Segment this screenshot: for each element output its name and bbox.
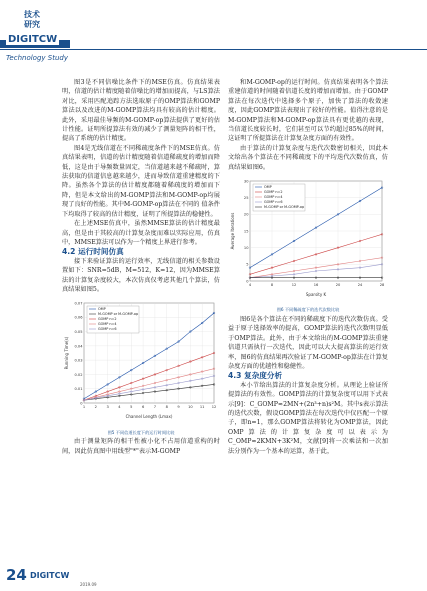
x-tick-label: 4 (118, 405, 121, 410)
x-tick-label: 2 (94, 405, 97, 410)
category-zh-line1: 技术 (24, 10, 40, 19)
x-tick-label: 3 (106, 405, 109, 410)
legend-entry: GOMP n=4 (98, 322, 117, 327)
x-tick-label: 7 (153, 405, 157, 410)
paragraph: 本小节给出算法的计算复杂度分析。从理论上验证所提算法的有效性。GOMP算法的计算复杂度可以用下式表示[9]：C_GOMP≈2MN+(2n³+n)s²M。其中s表示算法的迭代次数，假设GOMP算法在每次迭代中仅匹配一个原子，即n=1，那么GOMP算法将转化为OMP算法，因此OMP算法的计算复杂度可以表示为C_OMP≈2KMN+3K²M，文献[9]将一次乘法和一次加法分别作为一个基本的运算，基于此， (228, 381, 388, 455)
y-axis-label: Running Time(s) (64, 337, 69, 370)
header-logo: DIGITCW (8, 34, 58, 45)
x-tick-label: 20 (335, 283, 341, 288)
x-tick-label: 8 (270, 283, 274, 288)
figure-caption: 图6 不同稀疏度下的迭代次数比较 (276, 307, 340, 313)
category-zh-line2: 研究 (24, 20, 40, 29)
y-tick-label: 0 (246, 279, 249, 284)
x-tick-label: 16 (313, 283, 319, 288)
paragraph: 图6是各个算法在不同的稀疏度下的迭代次数仿真。受益于原子选择效率的提高，GOMP算法的迭代次数明显低于OMP算法。此外，由于本文给出的M-GOMP算法重建信道只需执行一次迭代，因此可以大大提高算法的运行效率，图6的仿真结果再次验证了M-GOMP-op算法在计算复杂度方面的优越性和稳健性。 (228, 315, 388, 370)
legend-entry: GOMP n=4 (264, 195, 283, 200)
y-tick-label: 0.05 (74, 330, 83, 335)
x-tick-label: 12 (291, 283, 297, 288)
legend-entry: GOMP n=6 (98, 327, 117, 332)
y-tick-label: 10 (243, 246, 249, 251)
y-tick-label: 0.07 (74, 301, 83, 306)
legend-entry: OMP (264, 185, 272, 190)
paragraph: 和M-GOMP-op的运行时间。仿真结果表明各个算法重建信道的时间随着信道长度的增加而增加。由于GOMP算法在每次迭代中选择多个原子，加快了算法的收敛速度，因此GOMP算法表现出了较好的性能。值得注意的是M-GOMP算法和M-GOMP-op算法具有更优越的表现，当信道长度较长时，它们甚至可以节约超过85%的时间，这证明了所提算法在计算复杂度方面的有效性。 (228, 79, 388, 143)
x-tick-label: 4 (248, 283, 252, 288)
paragraph: 图3是不同信噪比条件下的MSE仿真。仿真结果表明，信道的估计精度随着信噪比的增加而提高，与LS算法对比，采用匹配追踪方法选取原子的OMP算法和GOMP算法以及改进的M-GOMP算法均具有较高的估计精度。此外，采用最佳导频的M-GOMP-op算法提供了更好的估计性能。证明所提算法有效的减少了测量矩阵的相干性，提高了系统的估计精度。 (62, 79, 220, 143)
section-category-en: Technology Study (6, 54, 68, 62)
x-tick-label: 10 (188, 405, 193, 410)
y-tick-label: 0.02 (74, 373, 83, 378)
x-tick-label: 24 (357, 283, 363, 288)
x-tick-label: 5 (130, 405, 133, 410)
y-tick-label: 0.04 (74, 344, 83, 349)
y-tick-label: 0.01 (74, 387, 83, 392)
page-number: 24 (6, 566, 27, 584)
iterations-chart (228, 175, 388, 299)
left-column (62, 78, 220, 456)
paragraph: 在上述MSE仿真中，虽然MMSE算法的估计精度最高，但是由于其较高的计算复杂度而难以实际应用，仿真中，MMSE算法可以作为一个精度上界进行参考。 (62, 220, 220, 246)
x-tick-label: 8 (165, 405, 168, 410)
x-tick-label: 28 (379, 283, 385, 288)
y-tick-label: 20 (243, 212, 249, 217)
y-tick-label: 25 (243, 196, 249, 201)
x-tick-label: 12 (211, 405, 217, 410)
paragraph: 接下来验证算法的运行效率，无线信道的相关参数设置如下：SNR=5dB，M=512，K=12，因为MMSE算法的计算复杂度较大，本次仿真仅考虑其他几个算法，仿真结果如图5。 (62, 257, 220, 293)
legend-entry: GOMP n=2 (98, 317, 117, 322)
x-tick-label: 9 (177, 405, 180, 410)
x-tick-label: 6 (141, 405, 145, 410)
x-tick-label: 1 (82, 405, 86, 410)
legend-entry: M-GOMP or M-GOMP-op (98, 312, 139, 317)
footer-date: 2019.09 (80, 582, 97, 587)
y-tick-label: 0 (80, 401, 83, 406)
page-header (0, 0, 427, 62)
x-axis-label: Sparsity K (305, 292, 327, 298)
legend-entry: GOMP n=2 (264, 190, 283, 195)
legend-entry: OMP (98, 307, 106, 312)
y-axis-label: Average Iterations (230, 212, 235, 250)
x-tick-label: 11 (199, 405, 205, 410)
footer-brand: DIGITCW (30, 571, 70, 580)
paragraph: 由于测量矩阵的相干性被小化不占用信道重构的时间，因此仿真图中用线型"*"表示M-GOMP (62, 438, 220, 455)
figure-caption: 图5 不同信道长度下的运行时间比较 (107, 429, 175, 435)
legend-entry: M-GOMP or M-GOMP-op (264, 205, 305, 210)
paragraph: 图4是无线信道在不同稀疏度条件下的MSE仿真。仿真结果表明，信道的估计精度随着信道稀疏度的增加而降低，这是由于导频数量固定，当信道越来越不稀疏时，算法获取的信道信息越来越少，进而导致信道重建精度的下降。虽然各个算法的估计精度都随着稀疏度的增加而下降，但是本文给出的M-GOMP算法和M-GOMP-op均展现了良好的性能。其中M-GOMP-op算法在不同的 值条件下均取得了较高的估计精度，证明了所提算法的稳健性。 (62, 144, 220, 218)
y-tick-label: 5 (246, 262, 249, 267)
legend-entry: GOMP n=6 (264, 200, 283, 205)
section-heading: 4.3 复杂度分析 (228, 371, 283, 381)
figure-5 (62, 297, 220, 424)
y-tick-label: 0.03 (74, 358, 83, 363)
right-column (228, 78, 388, 456)
paragraph: 由于算法的计算复杂度与迭代次数密切相关，因此本文给出各个算法在不同稀疏度下的平均迭代次数仿真，仿真结果如图6。 (228, 144, 388, 171)
running-time-chart (62, 297, 220, 421)
y-tick-label: 0.06 (74, 316, 83, 321)
x-axis-label: Channel Length (Lmax) (125, 414, 173, 420)
y-tick-label: 15 (243, 229, 249, 234)
section-category-zh (24, 10, 40, 30)
header-divider (0, 49, 427, 50)
section-heading: 4.2 运行时间仿真 (62, 247, 124, 257)
y-tick-label: 30 (243, 179, 249, 184)
figure-6 (228, 175, 388, 302)
